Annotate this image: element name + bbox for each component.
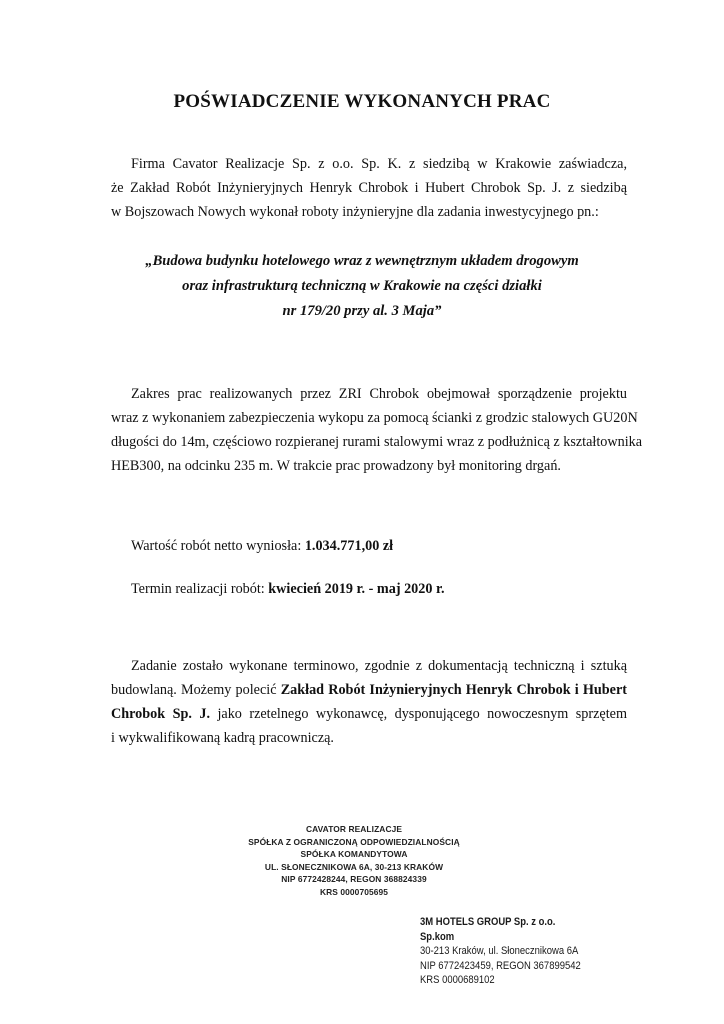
project-line-3: nr 179/20 przy al. 3 Maja” (282, 303, 442, 319)
scope-paragraph (111, 382, 643, 478)
intro-paragraph (111, 152, 627, 224)
project-line-2: oraz infrastrukturą techniczną w Krakowie na części działki (182, 278, 542, 294)
closing-line-1: Zadanie zostało wykonane terminowo, zgodnie z dokumentacją techniczną i sztuką (131, 658, 627, 674)
cavator-company-stamp (248, 823, 460, 899)
scope-line-3: długości do 14m, częściowo rozpieranej rurami stalowymi wraz z podłużnicą z kształtownika (111, 434, 643, 450)
intro-line-2: że Zakład Robót Inżynieryjnych Henryk Chrobok i Hubert Chrobok Sp. J. z siedzibą (111, 180, 627, 196)
closing-line-3 (111, 702, 627, 726)
cavator-stamp-line-6: KRS 0000705695 (320, 886, 388, 897)
works-value-label: Wartość robót netto wyniosła: (131, 538, 302, 554)
project-line-1: „Budowa budynku hotelowego wraz z wewnętrznym układem drogowym (145, 253, 579, 269)
scope-line-1: Zakres prac realizowanych przez ZRI Chrobok obejmował sporządzenie projektu (131, 386, 627, 402)
closing-line-3-rest: jako rzetelnego wykonawcę, dysponującego nowoczesnym sprzętem (217, 706, 627, 722)
cavator-stamp-line-1: CAVATOR REALIZACJE (305, 824, 403, 834)
works-term-period: kwiecień 2019 r. - maj 2020 r. (268, 581, 445, 597)
hotels-stamp-line-1: 3M HOTELS GROUP Sp. z o.o. Sp.kom (420, 916, 556, 943)
hotels-stamp-line-2: 30-213 Kraków, ul. Słonecznikowa 6A (420, 945, 579, 957)
works-term-label: Termin realizacji robót: (131, 581, 265, 597)
project-name (0, 249, 724, 324)
cavator-stamp-line-4: UL. SŁONECZNIKOWA 6A, 30-213 KRAKÓW (264, 861, 444, 872)
scope-line-2: wraz z wykonaniem zabezpieczenia wykopu za pomocą ścianki z grodzic stalowych GU20N (111, 410, 638, 426)
hotels-stamp-line-4: KRS 0000689102 (420, 974, 495, 986)
works-value (131, 538, 393, 555)
closing-line-4: i wykwalifikowaną kadrą pracowniczą. (111, 730, 334, 746)
works-value-amount: 1.034.771,00 zł (304, 538, 394, 554)
recommended-company-part1: Zakład Robót Inżynieryjnych Henryk Chrobok i Hubert (280, 682, 628, 698)
works-term (131, 581, 445, 598)
recommended-company-part2: Chrobok Sp. J. (111, 706, 211, 722)
hotels-stamp-line-3: NIP 6772423459, REGON 367899542 (420, 959, 581, 972)
intro-line-1: Firma Cavator Realizacje Sp. z o.o. Sp. K. z siedzibą w Krakowie zaświadcza, (131, 156, 627, 172)
cavator-stamp-line-2: SPÓŁKA Z OGRANICZONĄ ODPOWIEDZIALNOŚCIĄ (248, 836, 460, 847)
document-title: POŚWIADCZENIE WYKONANYCH PRAC (173, 91, 551, 112)
cavator-stamp-line-5: NIP 6772428244, REGON 368824339 (281, 874, 427, 885)
closing-line-2-prefix: budowlaną. Możemy polecić (111, 682, 277, 698)
intro-line-3: w Bojszowach Nowych wykonał roboty inżynieryjne dla zadania inwestycyjnego pn.: (111, 204, 599, 220)
closing-paragraph (111, 654, 627, 750)
closing-line-2 (111, 678, 627, 702)
hotels-company-stamp (420, 915, 583, 988)
cavator-stamp-line-3: SPÓŁKA KOMANDYTOWA (300, 849, 408, 860)
scope-line-4: HEB300, na odcinku 235 m. W trakcie prac prowadzony był monitoring drgań. (111, 458, 561, 474)
